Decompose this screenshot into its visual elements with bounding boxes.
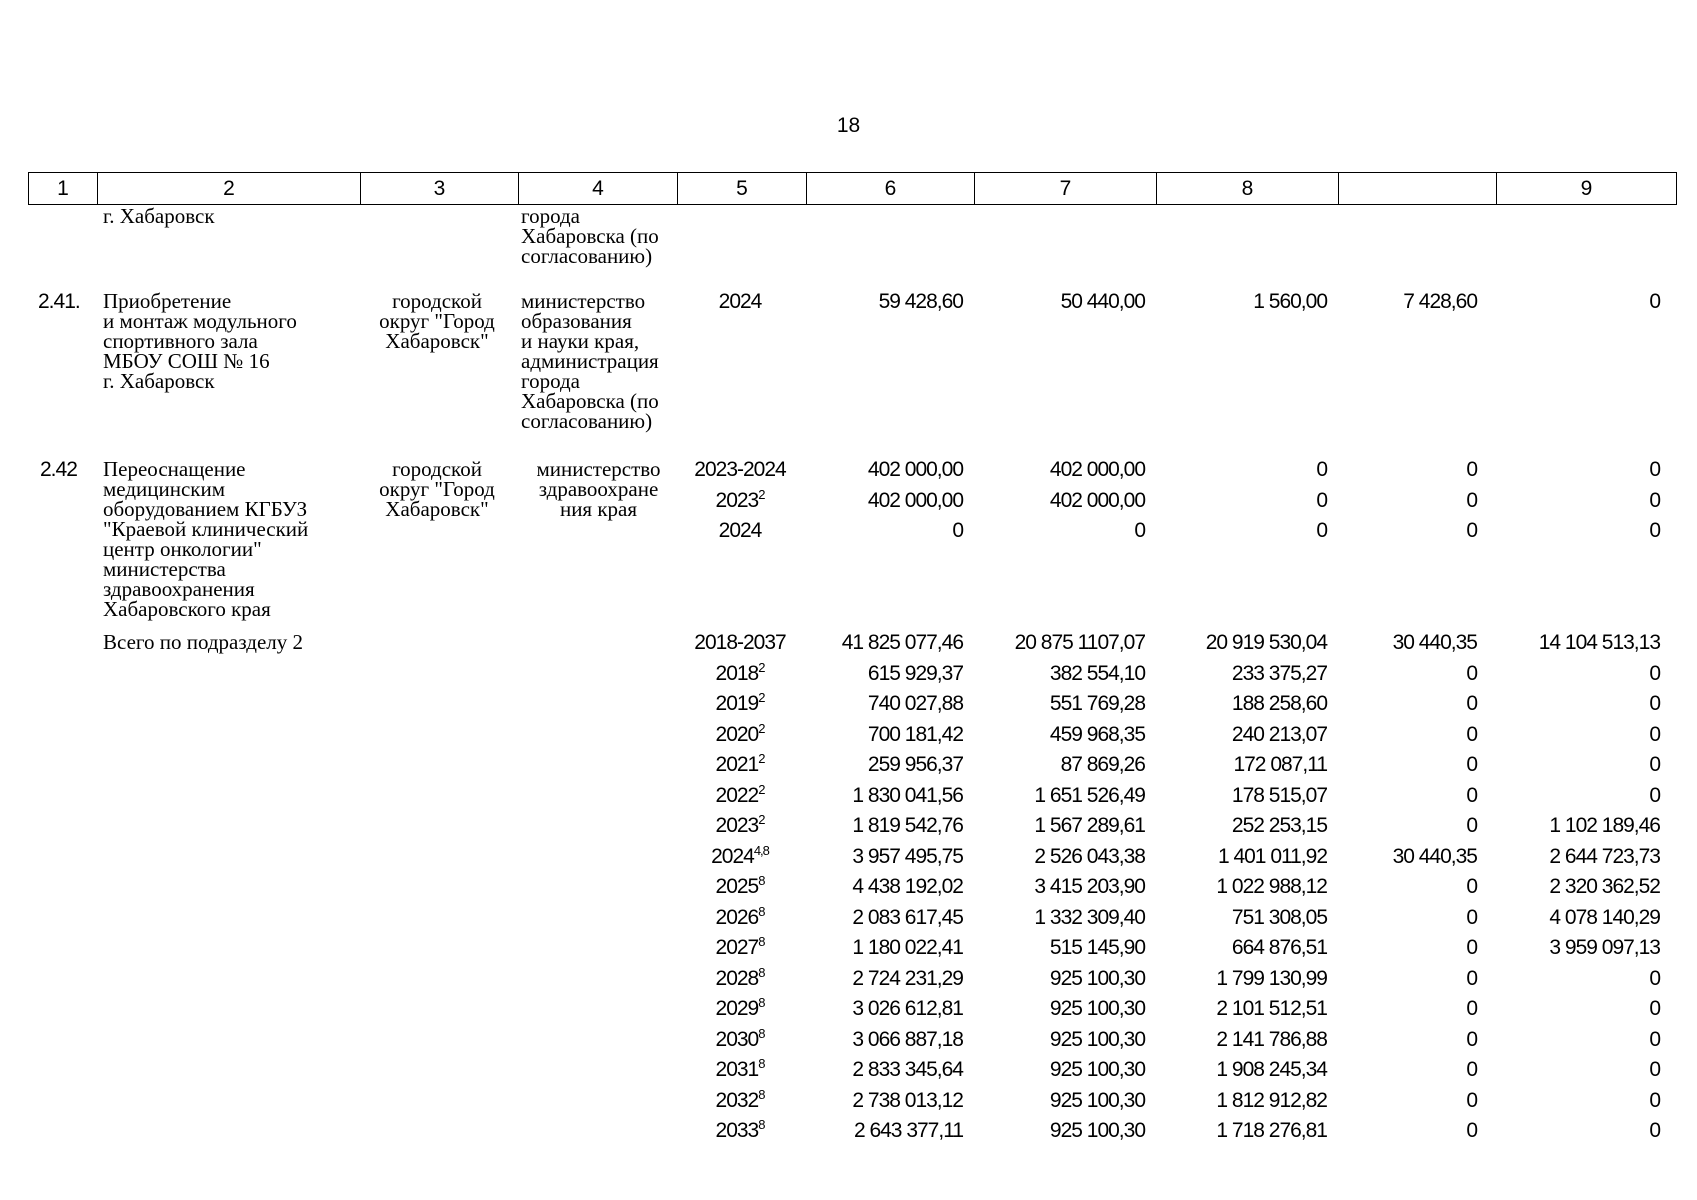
value-c6: 3 026 612,81 (852, 997, 963, 1020)
year-cell (670, 781, 810, 808)
year-value: 2020 (715, 722, 759, 746)
value-c9: 2 320 362,52 (1549, 875, 1660, 898)
value-c9: 0 (1649, 692, 1660, 715)
value-c9: 0 (1649, 753, 1660, 776)
year-footnote-ref: 2 (758, 690, 765, 705)
value-c8: 2 101 512,51 (1216, 997, 1327, 1020)
header-cell-6: 6 (807, 173, 975, 205)
value-c6: 41 825 077,46 (841, 631, 963, 654)
value-c6: 2 833 345,64 (852, 1058, 963, 1081)
year-footnote-ref: 8 (758, 1117, 765, 1132)
year-footnote-ref: 2 (758, 720, 765, 736)
value-c6: 59 428,60 (878, 290, 963, 313)
year-value: 2030 (715, 1027, 759, 1051)
year-cell (670, 1119, 810, 1143)
row-2-41-place: городской округ "Город Хабаровск" (379, 289, 495, 353)
value-c8b: 0 (1466, 488, 1477, 512)
value-c8: 1 718 276,81 (1216, 1119, 1327, 1142)
value-c9: 0 (1649, 966, 1660, 990)
value-c8b: 0 (1466, 966, 1477, 990)
year-footnote-ref: 2 (758, 751, 765, 766)
value-c6: 3 066 887,18 (852, 1027, 963, 1051)
value-c8: 0 (1316, 519, 1327, 542)
value-c9: 0 (1649, 997, 1660, 1020)
value-c7: 925 100,30 (1049, 1058, 1145, 1081)
value-c8: 240 213,07 (1231, 722, 1327, 746)
year-value: 2024 (718, 519, 762, 542)
value-c7: 402 000,00 (1049, 458, 1145, 481)
value-c7: 925 100,30 (1049, 1088, 1145, 1112)
header-cell-8b (1339, 173, 1497, 205)
row-2-42-place: городской округ "Город Хабаровск" (379, 457, 495, 521)
value-c7: 20 875 1107,07 (1014, 631, 1145, 654)
value-c6: 1 819 542,76 (852, 814, 963, 837)
value-c8b: 0 (1466, 753, 1477, 776)
header-cell-3: 3 (361, 173, 519, 205)
value-c8b: 0 (1466, 905, 1477, 929)
value-c6: 0 (952, 519, 963, 542)
value-c9: 0 (1649, 488, 1660, 512)
value-c9: 4 078 140,29 (1549, 905, 1660, 929)
year-value: 2028 (715, 966, 759, 990)
value-c8: 252 253,15 (1231, 814, 1327, 837)
row-2-42-name: Переоснащение медицинским оборудованием КГБУЗ "Краевой клинический центр онкологии" министерства здравоохранения Хабаровского края (103, 457, 309, 621)
header-cell-2: 2 (98, 173, 361, 205)
value-c8b: 0 (1466, 1058, 1477, 1081)
year-cell (670, 720, 810, 747)
year-value: 2024 (711, 844, 754, 868)
value-c8b: 7 428,60 (1403, 290, 1477, 313)
value-c7: 1 567 289,61 (1034, 814, 1145, 837)
value-c8: 0 (1316, 488, 1327, 512)
value-c9: 2 644 723,73 (1549, 844, 1660, 868)
year-value: 2023 (715, 814, 759, 837)
year-value: 2023-2024 (694, 458, 786, 481)
value-c8b: 0 (1466, 936, 1477, 959)
header-cell-5: 5 (678, 173, 807, 205)
value-c8: 664 876,51 (1231, 936, 1327, 959)
value-c8: 2 141 786,88 (1216, 1027, 1327, 1051)
value-c8: 188 258,60 (1231, 692, 1327, 715)
year-footnote-ref: 8 (758, 1056, 765, 1071)
value-c6: 700 181,42 (867, 722, 963, 746)
year-cell (670, 842, 810, 869)
row-2-41-executor: министерство образования и науки края, администрация города Хабаровска (по согласованию) (521, 289, 659, 433)
year-cell (670, 997, 810, 1021)
value-c6: 1 830 041,56 (852, 783, 963, 807)
year-cell (670, 486, 810, 513)
value-c6: 2 643 377,11 (853, 1119, 963, 1142)
year-value: 2032 (715, 1088, 759, 1112)
value-c7: 1 651 526,49 (1034, 783, 1145, 807)
year-cell (670, 1086, 810, 1113)
year-footnote-ref: 2 (758, 659, 765, 675)
value-c6: 4 438 192,02 (852, 875, 963, 898)
value-c6: 1 180 022,41 (852, 936, 963, 959)
value-c8b: 0 (1466, 458, 1477, 481)
value-c6: 2 083 617,45 (852, 905, 963, 929)
value-c8b: 0 (1466, 722, 1477, 746)
value-c6: 402 000,00 (867, 488, 963, 512)
year-cell (670, 458, 810, 482)
year-cell (670, 814, 810, 838)
year-cell (670, 519, 810, 543)
year-value: 2026 (715, 905, 759, 929)
value-c8b: 30 440,35 (1392, 631, 1477, 654)
value-c8b: 0 (1466, 692, 1477, 715)
value-c7: 459 968,35 (1049, 722, 1145, 746)
value-c7: 2 526 043,38 (1034, 844, 1145, 868)
year-cell (670, 936, 810, 960)
value-c6: 2 724 231,29 (852, 966, 963, 990)
year-value: 2018 (715, 661, 759, 685)
year-cell (670, 631, 810, 655)
value-c8b: 0 (1466, 875, 1477, 898)
year-value: 2018-2037 (694, 631, 786, 654)
value-c7: 551 769,28 (1049, 692, 1145, 715)
year-footnote-ref: 8 (758, 873, 765, 888)
year-cell (670, 875, 810, 899)
row-2-42-executor: министерство здравоохране ния края (536, 457, 661, 521)
year-footnote-ref: 8 (758, 1025, 765, 1041)
value-c8: 1 908 245,34 (1216, 1058, 1327, 1081)
year-footnote-ref: 8 (758, 964, 765, 980)
year-cell (670, 692, 810, 716)
value-c8b: 0 (1466, 783, 1477, 807)
year-footnote-ref: 2 (758, 486, 765, 502)
year-footnote-ref: 4,8 (753, 842, 769, 858)
value-c8b: 0 (1466, 1088, 1477, 1112)
value-c6: 615 929,37 (867, 661, 963, 685)
value-c9: 0 (1649, 290, 1660, 313)
year-value: 2029 (715, 997, 759, 1020)
column-number-header (28, 172, 1677, 205)
header-cell-8: 8 (1157, 173, 1339, 205)
year-value: 2027 (715, 936, 759, 959)
row-number-2-41: 2.41. (38, 290, 80, 313)
value-c7: 382 554,10 (1049, 661, 1145, 685)
value-c8: 1 812 912,82 (1216, 1088, 1327, 1112)
value-c9: 0 (1649, 1088, 1660, 1112)
value-c7: 925 100,30 (1049, 997, 1145, 1020)
value-c6: 3 957 495,75 (852, 844, 963, 868)
row-number-2-42: 2.42 (40, 458, 77, 481)
header-cell-1: 1 (29, 173, 98, 205)
year-cell (670, 1025, 810, 1052)
value-c7: 50 440,00 (1060, 290, 1145, 313)
year-value: 2023 (715, 488, 759, 512)
year-value: 2019 (715, 692, 759, 715)
value-c9: 1 102 189,46 (1549, 814, 1660, 837)
value-c8: 233 375,27 (1231, 661, 1327, 685)
value-c9: 0 (1649, 1058, 1660, 1081)
value-c7: 515 145,90 (1049, 936, 1145, 959)
value-c7: 925 100,30 (1049, 1027, 1145, 1051)
year-cell (670, 659, 810, 686)
value-c7: 0 (1134, 519, 1145, 542)
value-c8b: 0 (1466, 1119, 1477, 1142)
value-c8: 172 087,11 (1233, 753, 1327, 776)
value-c9: 0 (1649, 783, 1660, 807)
value-c7: 87 869,26 (1060, 753, 1145, 776)
year-cell (670, 1058, 810, 1082)
year-value: 2031 (715, 1058, 759, 1081)
value-c6: 402 000,00 (867, 458, 963, 481)
row-2-41-name: Приобретение и монтаж модульного спортивного зала МБОУ СОШ № 16 г. Хабаровск (103, 289, 297, 393)
year-cell (670, 290, 810, 314)
value-c9: 0 (1649, 722, 1660, 746)
value-c8b: 0 (1466, 997, 1477, 1020)
value-c8b: 30 440,35 (1392, 844, 1477, 868)
value-c6: 2 738 013,12 (852, 1088, 963, 1112)
value-c6: 259 956,37 (867, 753, 963, 776)
value-c7: 925 100,30 (1049, 1119, 1145, 1142)
year-footnote-ref: 8 (758, 1086, 765, 1102)
value-c7: 925 100,30 (1049, 966, 1145, 990)
value-c9: 0 (1649, 519, 1660, 542)
year-value: 2033 (715, 1119, 759, 1142)
value-c9: 3 959 097,13 (1549, 936, 1660, 959)
value-c9: 0 (1649, 458, 1660, 481)
header-cell-9: 9 (1497, 173, 1677, 205)
value-c8: 1 799 130,99 (1216, 966, 1327, 990)
year-value: 2022 (715, 783, 759, 807)
value-c8b: 0 (1466, 661, 1477, 685)
value-c8b: 0 (1466, 1027, 1477, 1051)
value-c8: 20 919 530,04 (1205, 631, 1327, 654)
continued-name-text: г. Хабаровск (103, 204, 215, 228)
year-footnote-ref: 2 (758, 781, 765, 797)
year-footnote-ref: 2 (758, 812, 765, 827)
year-value: 2025 (715, 875, 759, 898)
year-value: 2024 (718, 290, 762, 313)
year-value: 2021 (715, 753, 759, 776)
year-cell (670, 903, 810, 930)
header-cell-4: 4 (519, 173, 678, 205)
year-footnote-ref: 8 (758, 934, 765, 949)
value-c8b: 0 (1466, 814, 1477, 837)
value-c8: 751 308,05 (1231, 905, 1327, 929)
value-c9: 0 (1649, 1027, 1660, 1051)
year-cell (670, 753, 810, 777)
value-c9: 0 (1649, 661, 1660, 685)
year-footnote-ref: 8 (758, 995, 765, 1010)
value-c7: 1 332 309,40 (1034, 905, 1145, 929)
total-label: Всего по подразделу 2 (103, 630, 304, 654)
continued-executor-text: города Хабаровска (по согласованию) (521, 204, 659, 268)
value-c7: 3 415 203,90 (1034, 875, 1145, 898)
value-c8b: 0 (1466, 519, 1477, 542)
value-c8: 1 401 011,92 (1217, 844, 1327, 868)
value-c8: 1 560,00 (1253, 290, 1327, 313)
value-c6: 740 027,88 (867, 692, 963, 715)
year-cell (670, 964, 810, 991)
year-footnote-ref: 8 (758, 903, 765, 919)
value-c8: 178 515,07 (1231, 783, 1327, 807)
value-c9: 0 (1649, 1119, 1660, 1142)
value-c8: 1 022 988,12 (1216, 875, 1327, 898)
header-cell-7: 7 (975, 173, 1157, 205)
page-number: 18 (836, 114, 861, 137)
value-c9: 14 104 513,13 (1538, 631, 1660, 654)
value-c7: 402 000,00 (1049, 488, 1145, 512)
value-c8: 0 (1316, 458, 1327, 481)
